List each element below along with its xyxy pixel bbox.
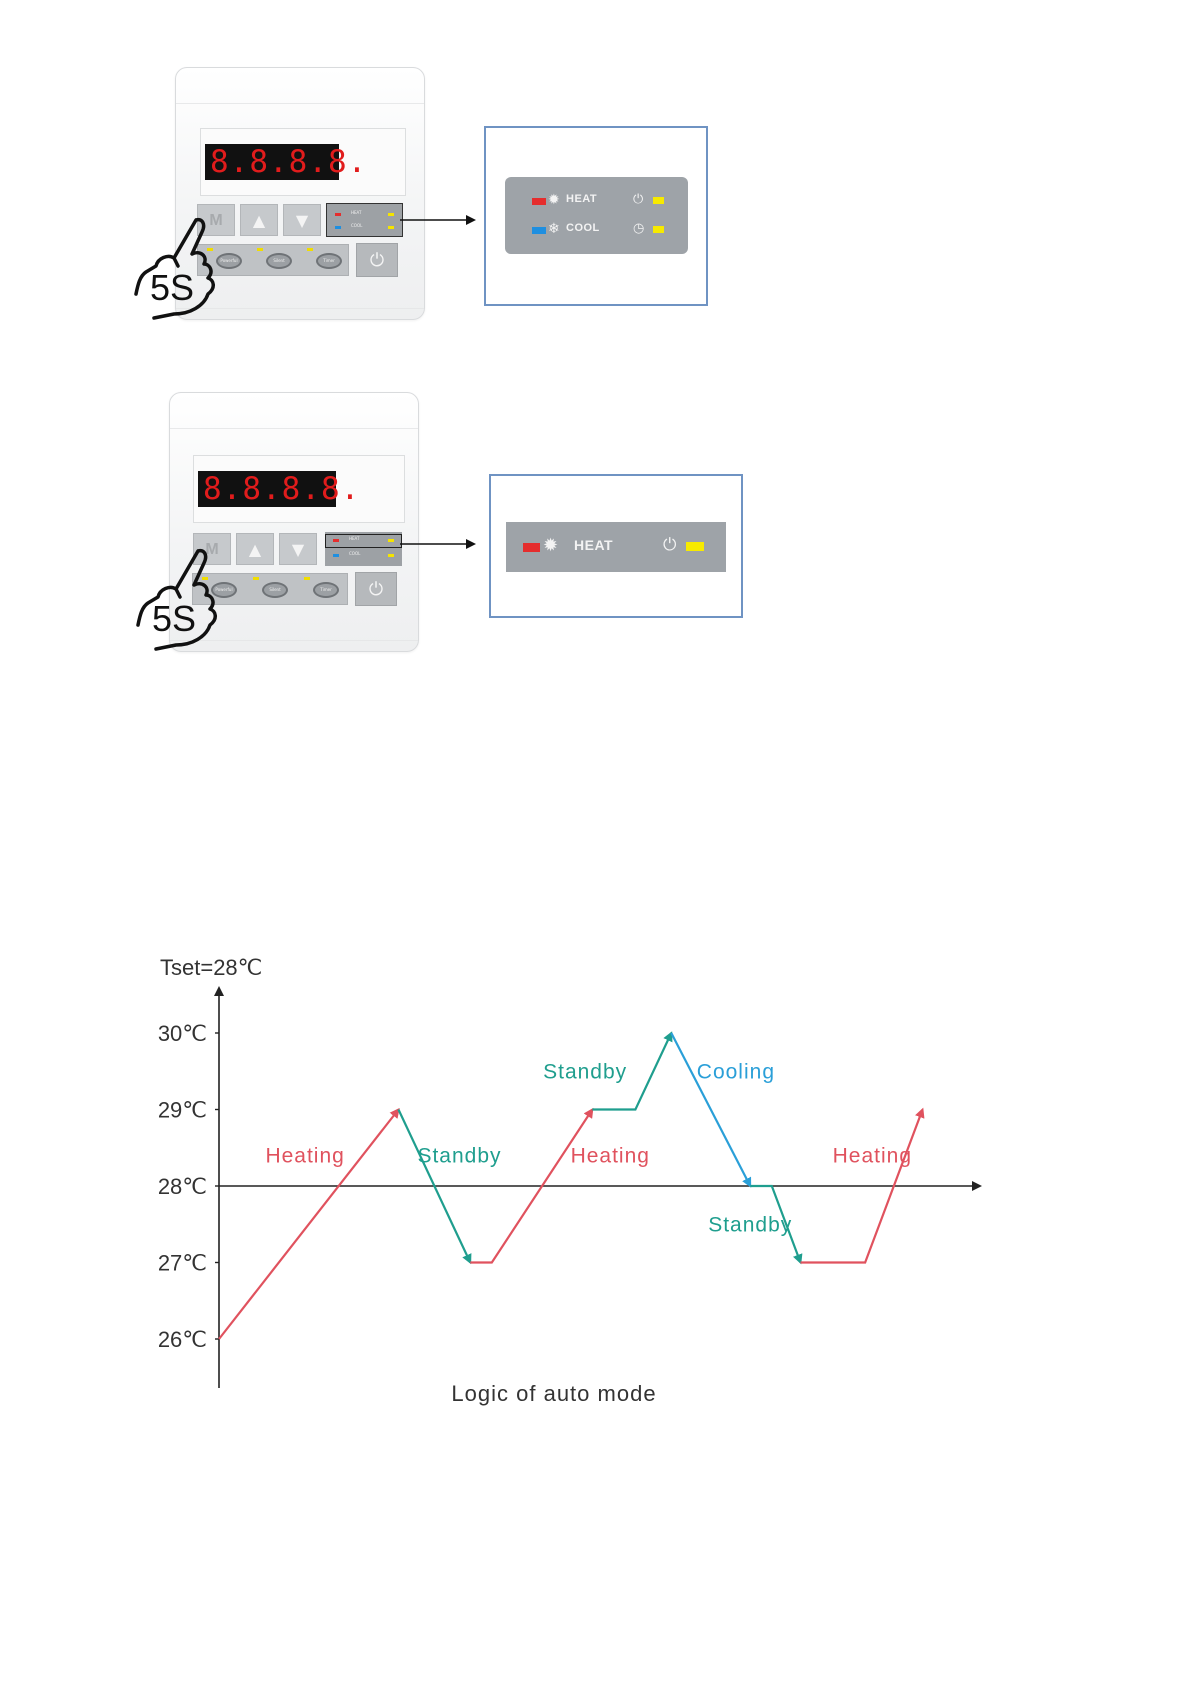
clock-icon: ◷ (633, 221, 645, 236)
up-button[interactable]: ▲ (236, 533, 274, 565)
lcd-display: 8.8.8.8. (198, 471, 336, 507)
mini-heat-label: HEAT (351, 210, 362, 215)
y-tick-label: 29℃ (157, 1097, 207, 1123)
chart-annotations (265, 1060, 912, 1236)
powerful-button[interactable]: Powerful (216, 253, 242, 269)
cooling-label: Cooling (696, 1060, 776, 1084)
timer-button[interactable]: Timer (316, 253, 342, 269)
heating-label: Heating (570, 1144, 650, 1168)
lcd-display: 8.8.8.8. (205, 144, 339, 180)
standby-label: Standby (417, 1144, 502, 1168)
power-button[interactable]: ⏻ (355, 572, 397, 606)
standby-label: Standby (543, 1060, 628, 1084)
down-button[interactable]: ▼ (279, 533, 317, 565)
hold-time-label: 5S (150, 267, 195, 308)
mini-heat-label: HEAT (349, 536, 360, 541)
y-tick-labels (158, 1021, 219, 1352)
up-button[interactable]: ▲ (240, 204, 278, 236)
chart-axes (219, 988, 980, 1388)
heating-label: Heating (832, 1144, 913, 1168)
silent-button[interactable]: Silent (266, 253, 292, 269)
power-timer-icon: ⏻ (663, 535, 677, 555)
y-tick-label: 30℃ (157, 1021, 207, 1046)
mini-cool-label: COOL (349, 551, 361, 556)
powerful-button[interactable]: Powerful (211, 582, 237, 598)
chart-caption: Logic of auto mode (451, 1381, 657, 1406)
hold-time-label: 5S (152, 598, 197, 639)
heat-label: HEAT (574, 537, 614, 553)
y-tick-label: 27℃ (157, 1250, 207, 1276)
power-timer-icon: ⏻ (633, 192, 644, 207)
chart-title: Tset=28℃ (160, 955, 263, 980)
sun-icon: ✹ (543, 535, 559, 556)
y-tick-label: 28℃ (157, 1174, 207, 1199)
y-tick-label: 26℃ (157, 1327, 207, 1352)
standby-label: Standby (708, 1213, 793, 1237)
power-button[interactable]: ⏻ (356, 243, 398, 277)
heat-label: HEAT (566, 193, 598, 205)
cool-label: COOL (566, 222, 600, 234)
cooling-segment (671, 1033, 750, 1186)
mode-button[interactable]: M (197, 204, 235, 236)
silent-button[interactable]: Silent (262, 582, 288, 598)
snowflake-icon: ❄ (548, 221, 560, 237)
mini-cool-label: COOL (351, 223, 363, 228)
mode-button[interactable]: M (193, 533, 231, 565)
sun-icon: ✹ (548, 192, 560, 208)
timer-button[interactable]: Timer (313, 582, 339, 598)
down-button[interactable]: ▼ (283, 204, 321, 236)
heating-label: Heating (265, 1144, 345, 1168)
